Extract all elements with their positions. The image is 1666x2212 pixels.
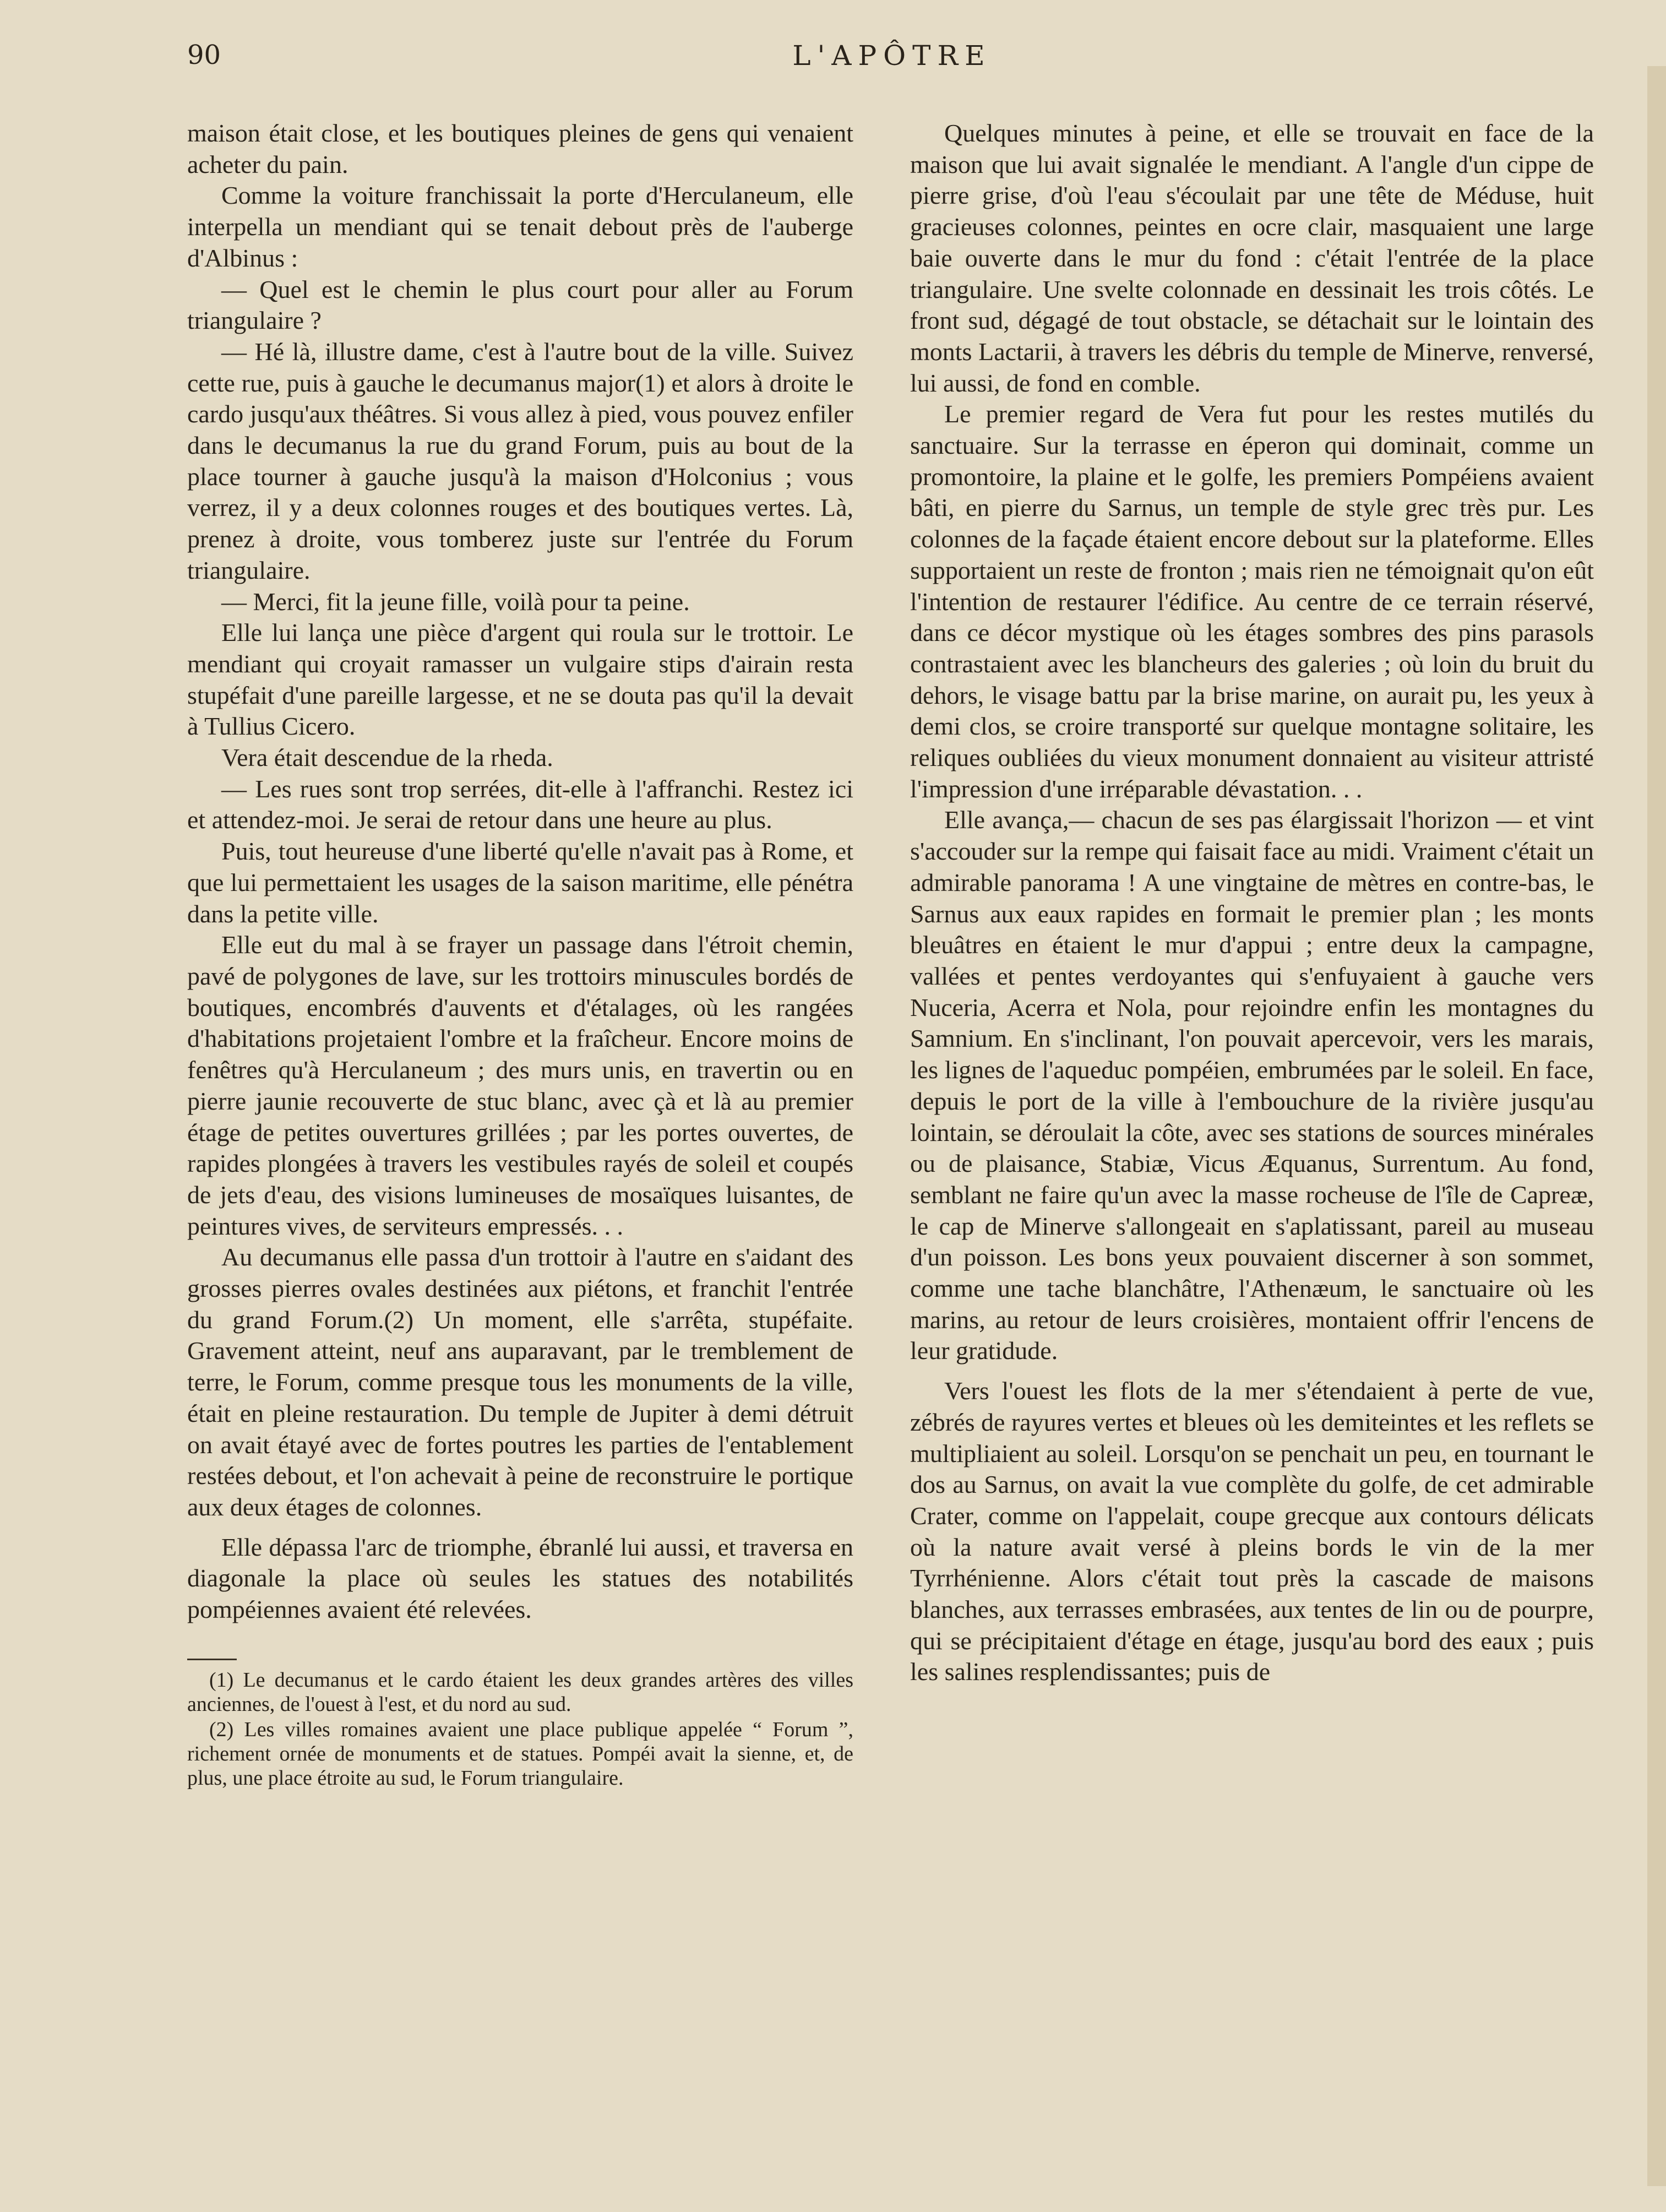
paragraph: Elle dépassa l'arc de triomphe, ébranlé lui aussi, et traversa en diagonale la place où seules les statues des notabilités pompéiennes avaient été relevées. bbox=[187, 1532, 853, 1624]
footnotes bbox=[187, 1668, 853, 1790]
footnote-divider bbox=[187, 1659, 237, 1660]
paragraph: Elle avança,— chacun de ses pas élargissait l'horizon — et vint s'accouder sur la rempe qui faisait face au midi. Vraiment c'était un admirable panorama ! A une vingtaine de mètres en contre-bas, le Sarnus aux eaux rapides en formait le premier plan ; les monts bleuâtres en étaient le mur d'appui ; entre deux la campagne, vallées et pentes verdoyantes qui s'enfuyaient à gauche vers Nuceria, Acerra et Nola, pour rejoindre enfin les montagnes du Samnium. En s'inclinant, l'on pouvait apercevoir, vers les marais, les lignes de l'aqueduc pompéien, embrumées par le soleil. En face, depuis le port de la ville à l'embouchure de la rivière jusqu'au lointain, se déroulait la côte, avec ses stations de sources minérales ou de plaisance, Stabiæ, Vicus Æquanus, Surrentum. Au fond, semblant ne faire qu'un avec la masse rocheuse de l'île de Capreæ, le cap de Minerve s'allongeait en s'aplatissant, pareil au museau d'un poisson. Les bons yeux pouvaient discerner à son sommet, comme une tache blanchâtre, l'Athenæum, le sanctuaire où les marins, au retour de leurs croisières, montaient offrir l'encens de leur gratidude. bbox=[910, 806, 1594, 1365]
paragraph: — Les rues sont trop serrées, dit-elle à l'affranchi. Restez ici et attendez-moi. Je serai de retour dans une heure au plus. bbox=[187, 774, 853, 834]
footnote: (1) Le decumanus et le cardo étaient les deux grandes artères des villes anciennes, de l'ouest à l'est, et du nord au sud. bbox=[187, 1668, 853, 1716]
paragraph: Comme la voiture franchissait la porte d'Herculaneum, elle interpella un mendiant qui se tenait debout près de l'auberge d'Albinus : bbox=[187, 181, 853, 272]
paragraph: Le premier regard de Vera fut pour les restes mutilés du sanctuaire. Sur la terrasse en éperon qui dominait, comme un promontoire, la plaine et le golfe, les premiers Pompéiens avaient bâti, en pierre du Sarnus, un temple de style grec très pur. Les colonnes de la façade étaient encore debout sur la plateforme. Elles supportaient un reste de fronton ; mais rien ne témoignait qu'on eût l'intention de restaurer l'édifice. Au centre de ce terrain réservé, dans ce décor mystique où les étages sombres des pins parasols contrastaient avec les blancheurs des galeries ; où loin du bruit du dehors, le visage battu par la brise marine, on aurait pu, les yeux à demi clos, se croire transporté sur quelque montagne solitaire, les reliques oubliées du vieux monument donnaient au visiteur attristé l'impression d'une irréparable dévastation. . . bbox=[910, 400, 1594, 803]
running-title: L'APÔTRE bbox=[792, 40, 992, 72]
paragraph: Vera était descendue de la rheda. bbox=[221, 743, 553, 772]
paragraph: maison était close, et les boutiques pleines de gens qui venaient acheter du pain. bbox=[187, 119, 853, 178]
paragraph: Puis, tout heureuse d'une liberté qu'elle n'avait pas à Rome, et que lui permettaient les usages de la saison maritime, elle pénétra dans la petite ville. bbox=[187, 837, 853, 928]
left-column bbox=[187, 118, 853, 1791]
page-number: 90 bbox=[187, 40, 221, 70]
paragraph: Vers l'ouest les flots de la mer s'étendaient à perte de vue, zébrés de rayures vertes et bleues où les demiteintes et les reflets se multipliaient au soleil. Lorsqu'on se penchait un peu, en tournant le dos au Sarnus, on avait la vue complète du golfe, de cet admirable Crater, comme on l'appelait, coupe grecque aux contours délicats où la nature avait versé à pleins bords le vin de la mer Tyrrhénienne. Alors c'était tout près la cascade de maisons blanches, aux terrasses embrasées, aux tentes de lin ou de pourpre, qui se précipitaient d'étage en étage, jusqu'au bord des eaux ; puis les salines resplendissantes; puis de bbox=[910, 1377, 1594, 1686]
footnote: (2) Les villes romaines avaient une place publique appelée “ Forum ”, richement ornée de monuments et de statues. Pompéi avait la sienne, et, de plus, une place étroite au sud, le Forum triangulaire. bbox=[187, 1718, 853, 1790]
paragraph: Elle lui lança une pièce d'argent qui roula sur le trottoir. Le mendiant qui croyait ramasser un vulgaire stips d'airain resta stupéfait d'une pareille largesse, et ne se douta pas qu'il la devait à Tullius Cicero. bbox=[187, 618, 853, 741]
paragraph: Au decumanus elle passa d'un trottoir à l'autre en s'aidant des grosses pierres ovales destinées aux piétons, et franchit l'entrée du grand Forum.(2) Un moment, elle s'arrêta, stupéfaite. Gravement atteint, neuf ans auparavant, par le tremblement de terre, le Forum, comme presque tous les monuments de la ville, était en pleine restauration. Du temple de Jupiter à demi détruit on avait étayé avec de fortes poutres les parties de l'entablement restées debout, et l'on achevait à peine de reconstruire le portique aux deux étages de colonnes. bbox=[187, 1243, 853, 1521]
paragraph: Elle eut du mal à se frayer un passage dans l'étroit chemin, pavé de polygones de lave, sur les trottoirs minuscules bordés de boutiques, encombrés d'auvents et d'étalages, où les rangées d'habitations projetaient l'ombre et la fraîcheur. Encore moins de fenêtres qu'à Herculaneum ; des murs unis, en travertin ou en pierre jaunie recouverte de stuc blanc, avec çà et là au premier étage de petites ouvertures grillées ; par les portes ouvertes, de rapides plongées à travers les vestibules rayés de soleil et coupés de jets d'eau, des visions lumineuses de mosaïques luisantes, de peintures vives, de serviteurs empressés. . . bbox=[187, 931, 853, 1240]
right-column bbox=[910, 118, 1594, 1688]
paragraph: — Merci, fit la jeune fille, voilà pour ta peine. bbox=[221, 587, 690, 616]
page-edge-shadow bbox=[1647, 66, 1666, 2186]
paragraph: Quelques minutes à peine, et elle se trouvait en face de la maison que lui avait signalée le mendiant. A l'angle d'un cippe de pierre grise, d'où l'eau s'écoulait par une tête de Méduse, huit gracieuses colonnes, peintes en ocre clair, masquaient une large baie ouverte dans le mur du fond : c'était l'entrée de la place triangulaire. Une svelte colonnade en dessinait les trois côtés. Le front sud, dégagé de tout obstacle, se détachait sur le lointain des monts Lactarii, à travers les débris du temple de Minerve, renversé, lui aussi, de fond en comble. bbox=[910, 119, 1594, 397]
page-header bbox=[187, 40, 1597, 78]
paragraph: — Hé là, illustre dame, c'est à l'autre bout de la ville. Suivez cette rue, puis à gauche le decumanus major(1) et alors à droite le cardo jusqu'aux théâtres. Si vous allez à pied, vous pouvez enfiler dans le decumanus la rue du grand Forum, puis au bout de la place tourner à gauche jusqu'à la maison d'Holconius ; vous verrez, il y a deux colonnes rouges et des boutiques vertes. Là, prenez à droite, vous tomberez juste sur l'entrée du Forum triangulaire. bbox=[187, 337, 853, 584]
paragraph: — Quel est le chemin le plus court pour aller au Forum triangulaire ? bbox=[187, 275, 853, 335]
